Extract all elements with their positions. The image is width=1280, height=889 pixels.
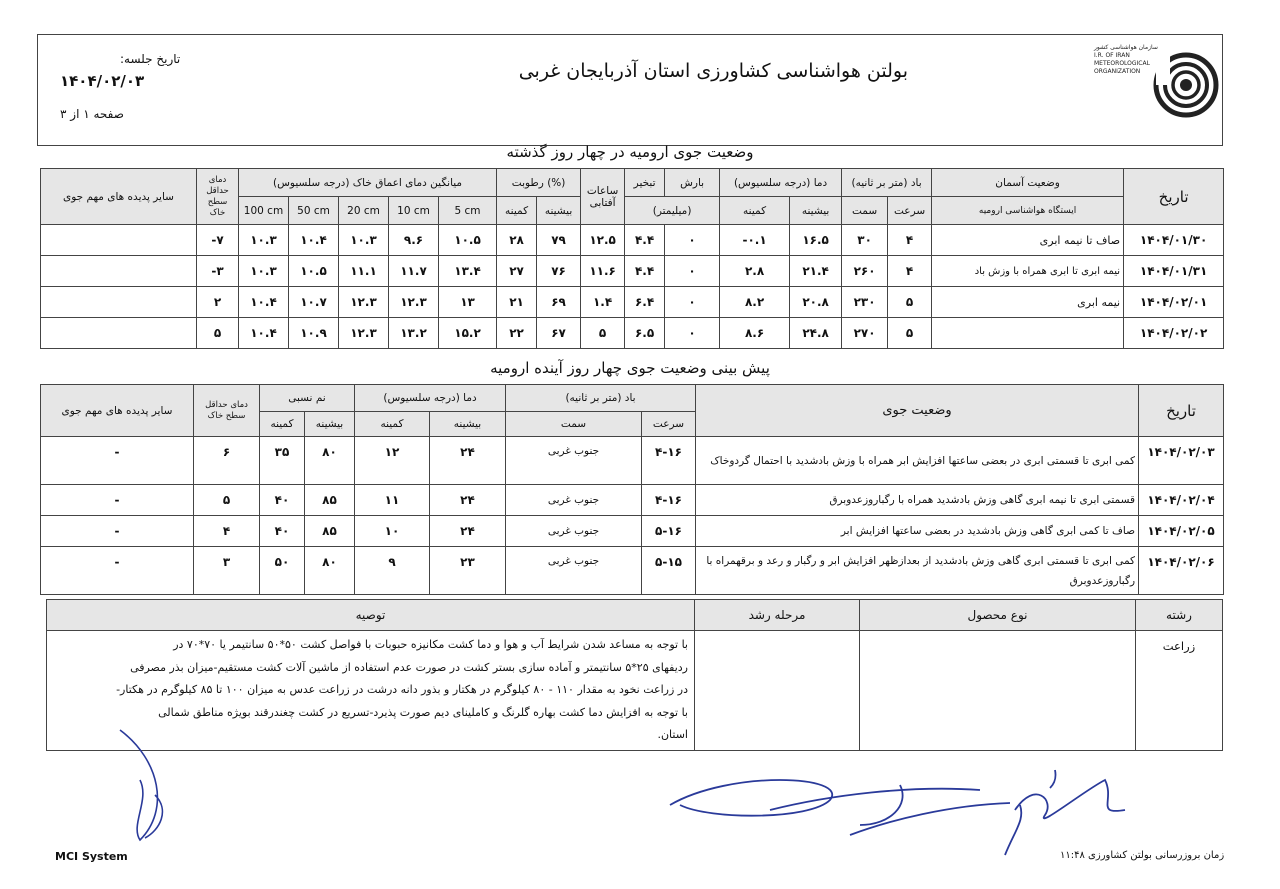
org-name-fa: سازمان هواشناسی کشور — [1094, 44, 1158, 51]
table-row — [41, 485, 1224, 516]
advice-line: با توجه به مساعد شدن شرایط آب و هوا و دما کشت مکانیزه حبوبات با فواصل کشت ۵۰*۵۰ سانتیمر یا ۷۰*۷۰ در — [173, 638, 688, 651]
past-sky — [932, 318, 1124, 349]
forecast-header-temp: دما (درجه سلسیوس) — [355, 385, 506, 412]
past-hmax: ۶۹ — [537, 287, 581, 318]
past-d50: ۱۰.۹ — [289, 318, 339, 349]
forecast-weather: قسمتی ابری تا نیمه ابری گاهی وزش بادشدید همراه با رگباروزعدوبرق — [696, 485, 1139, 516]
past-d10: ۹.۶ — [389, 225, 439, 256]
advice-line: استان. — [657, 728, 688, 741]
past-header-hum-min: کمینه — [497, 197, 537, 225]
forecast-section-title: پیش بینی وضعیت جوی چهار روز آینده ارومیه — [490, 359, 770, 377]
forecast-date: ۱۴۰۴/۰۲/۰۴ — [1139, 485, 1224, 516]
advice-stage — [695, 631, 860, 751]
past-other — [41, 287, 197, 318]
advice-header-crop: نوع محصول — [860, 600, 1136, 631]
forecast-tmin: ۱۲ — [355, 437, 430, 485]
forecast-hmax: ۸۵ — [305, 485, 355, 516]
signature-middle — [650, 765, 1030, 855]
forecast-header-dir: سمت — [506, 412, 642, 437]
forecast-date: ۱۴۰۴/۰۲/۰۳ — [1139, 437, 1224, 485]
advice-table — [46, 599, 1223, 751]
forecast-date: ۱۴۰۴/۰۲/۰۵ — [1139, 516, 1224, 547]
forecast-tmin: ۹ — [355, 547, 430, 595]
past-header-evap: تبخیر — [625, 169, 665, 197]
past-d10: ۱۲.۳ — [389, 287, 439, 318]
forecast-other: - — [41, 437, 194, 485]
past-date: ۱۴۰۴/۰۲/۰۱ — [1124, 287, 1224, 318]
past-header-tmax: بیشینه — [790, 197, 842, 225]
past-tmin: ۸.۲ — [720, 287, 790, 318]
advice-line: ردیفهای ۲۵*۵ سانتیمتر و آماده سازی بستر کشت در صورت عدم استفاده از ماشین آلات کشت مستقیم-میزان بذر مصرفی — [130, 660, 688, 674]
past-hmax: ۷۶ — [537, 256, 581, 287]
past-d20: ۱۱.۱ — [339, 256, 389, 287]
past-evap: ۴.۴ — [625, 225, 665, 256]
forecast-header-weather: وضعیت جوی — [696, 385, 1139, 437]
past-d100: ۱۰.۴ — [239, 318, 289, 349]
forecast-min-soil: ۶ — [194, 437, 260, 485]
forecast-hmax: ۸۰ — [305, 437, 355, 485]
forecast-speed: ۴-۱۶ — [642, 485, 696, 516]
logo-text — [1094, 44, 1164, 76]
past-d5: ۱۳.۴ — [439, 256, 497, 287]
forecast-hmax: ۸۵ — [305, 516, 355, 547]
forecast-header-min-soil: دمای حداقل سطح خاک — [194, 385, 260, 437]
advice-header-stage: مرحله رشد — [695, 600, 860, 631]
forecast-tmax: ۲۴ — [430, 485, 506, 516]
forecast-weather: کمی ابری تا قسمتی ابری گاهی وزش بادشدید از بعدازظهر افزایش ابر و رگبار و رعد و برقهمراه با رگباروزعدوبرق — [696, 547, 1139, 595]
forecast-dir: جنوب غربی — [506, 547, 642, 595]
forecast-tmin: ۱۰ — [355, 516, 430, 547]
forecast-speed: ۴-۱۶ — [642, 437, 696, 485]
past-header-sky: وضعیت آسمان — [932, 169, 1124, 197]
past-tmin: ۲.۸ — [720, 256, 790, 287]
past-d100: ۱۰.۴ — [239, 287, 289, 318]
past-header-rain: بارش — [665, 169, 720, 197]
past-tmax: ۲۴.۸ — [790, 318, 842, 349]
past-header-hum-max: بیشینه — [537, 197, 581, 225]
forecast-hmin: ۴۰ — [260, 485, 305, 516]
forecast-date: ۱۴۰۴/۰۲/۰۶ — [1139, 547, 1224, 595]
past-evap: ۶.۵ — [625, 318, 665, 349]
org-name-en-2: METEOROLOGICAL — [1094, 60, 1150, 67]
past-date: ۱۴۰۴/۰۲/۰۲ — [1124, 318, 1224, 349]
forecast-hmax: ۸۰ — [305, 547, 355, 595]
forecast-other: - — [41, 547, 194, 595]
past-sun: ۱۲.۵ — [581, 225, 625, 256]
past-hmax: ۶۷ — [537, 318, 581, 349]
past-d50: ۱۰.۴ — [289, 225, 339, 256]
forecast-dir: جنوب غربی — [506, 485, 642, 516]
forecast-header-other: سایر پدیده های مهم جوی — [41, 385, 194, 437]
forecast-weather: کمی ابری تا قسمتی ابری در بعضی ساعتها افزایش ابر همراه با وزش بادشدید با احتمال گردوخاک — [696, 437, 1139, 485]
forecast-hmin: ۳۵ — [260, 437, 305, 485]
past-d50: ۱۰.۵ — [289, 256, 339, 287]
forecast-header-humidity: نم نسبی — [260, 385, 355, 412]
past-evap: ۴.۴ — [625, 256, 665, 287]
past-header-d50: 50 cm — [289, 197, 339, 225]
advice-branch: زراعت — [1136, 631, 1223, 751]
advice-line: در زراعت نخود به مقدار ۱۱۰ - ۸۰ کیلوگرم در هکتار و بذور دانه درشت در زراعت عدس به میزان ۱۰۰ تا ۸۵ کیلوگرم در هکتار- — [116, 683, 688, 696]
past-header-d100: 100 cm — [239, 197, 289, 225]
past-rain: ۰ — [665, 287, 720, 318]
past-header-d20: 20 cm — [339, 197, 389, 225]
past-speed: ۵ — [888, 318, 932, 349]
past-section-title: وضعیت جوی ارومیه در چهار روز گذشته — [506, 143, 754, 161]
past-speed: ۴ — [888, 225, 932, 256]
past-d100: ۱۰.۳ — [239, 256, 289, 287]
past-dir: ۳۰ — [842, 225, 888, 256]
past-hmin: ۲۲ — [497, 318, 537, 349]
forecast-header-hum-min: کمینه — [260, 412, 305, 437]
past-tmin: ۸.۶ — [720, 318, 790, 349]
past-speed: ۴ — [888, 256, 932, 287]
past-header-min-soil: دمای حداقل سطح خاک — [197, 169, 239, 225]
forecast-header-tmin: کمینه — [355, 412, 430, 437]
past-hmin: ۲۸ — [497, 225, 537, 256]
org-name-en-3: ORGANIZATION — [1094, 68, 1141, 75]
forecast-header-date: تاریخ — [1139, 385, 1224, 437]
forecast-min-soil: ۵ — [194, 485, 260, 516]
table-row — [41, 256, 1224, 287]
footer-system: MCI System — [55, 850, 128, 863]
past-speed: ۵ — [888, 287, 932, 318]
past-d5: ۱۰.۵ — [439, 225, 497, 256]
past-weather-table — [40, 168, 1224, 349]
forecast-tmin: ۱۱ — [355, 485, 430, 516]
past-sky: صاف تا نیمه ابری — [932, 225, 1124, 256]
past-header-dir: سمت — [842, 197, 888, 225]
past-sky: نیمه ابری — [932, 287, 1124, 318]
table-row — [41, 516, 1224, 547]
forecast-other: - — [41, 516, 194, 547]
past-header-station: ایستگاه هواشناسی ارومیه — [932, 197, 1124, 225]
forecast-dir: جنوب غربی — [506, 516, 642, 547]
past-tmin: -۰.۱ — [720, 225, 790, 256]
signature-right — [995, 760, 1145, 860]
past-header-rain-unit: (میلیمتر) — [625, 197, 720, 225]
past-rain: ۰ — [665, 225, 720, 256]
signature-left — [100, 720, 220, 850]
header-box — [37, 34, 1223, 146]
forecast-speed: ۵-۱۵ — [642, 547, 696, 595]
past-d5: ۱۵.۲ — [439, 318, 497, 349]
forecast-min-soil: ۴ — [194, 516, 260, 547]
forecast-tmax: ۲۴ — [430, 437, 506, 485]
forecast-other: - — [41, 485, 194, 516]
past-other — [41, 256, 197, 287]
forecast-table — [40, 384, 1224, 595]
past-date: ۱۴۰۴/۰۱/۳۱ — [1124, 256, 1224, 287]
advice-crop — [860, 631, 1136, 751]
past-d10: ۱۳.۲ — [389, 318, 439, 349]
forecast-header-tmax: بیشینه — [430, 412, 506, 437]
past-header-d5: 5 cm — [439, 197, 497, 225]
past-header-wind: باد (متر بر ثانیه) — [842, 169, 932, 197]
past-tmax: ۲۰.۸ — [790, 287, 842, 318]
table-row — [41, 547, 1224, 595]
past-d10: ۱۱.۷ — [389, 256, 439, 287]
past-header-date: تاریخ — [1124, 169, 1224, 225]
page-indicator: صفحه ۱ از ۳ — [60, 107, 124, 121]
past-header-sun: ساعات آفتابی — [581, 169, 625, 225]
table-row — [41, 318, 1224, 349]
past-dir: ۲۳۰ — [842, 287, 888, 318]
forecast-weather: صاف تا کمی ابری گاهی وزش بادشدید در بعضی ساعتها افزایش ابر — [696, 516, 1139, 547]
past-header-d10: 10 cm — [389, 197, 439, 225]
org-name-en-1: I.R. OF IRAN — [1094, 52, 1130, 59]
past-dir: ۲۶۰ — [842, 256, 888, 287]
past-other — [41, 318, 197, 349]
table-row — [41, 287, 1224, 318]
past-tmax: ۱۶.۵ — [790, 225, 842, 256]
past-d20: ۱۲.۳ — [339, 318, 389, 349]
forecast-speed: ۵-۱۶ — [642, 516, 696, 547]
forecast-tmax: ۲۳ — [430, 547, 506, 595]
past-hmin: ۲۱ — [497, 287, 537, 318]
forecast-header-speed: سرعت — [642, 412, 696, 437]
past-sun: ۵ — [581, 318, 625, 349]
past-header-temp: دما (درجه سلسیوس) — [720, 169, 842, 197]
past-d20: ۱۰.۳ — [339, 225, 389, 256]
table-row — [41, 437, 1224, 485]
footer-update-time: زمان بروزرسانی بولتن کشاورزی ۱۱:۴۸ — [1060, 850, 1225, 861]
advice-line: با توجه به افزایش دما کشت بهاره گلرنگ و کاملینای دیم صورت پذیرد-تسریع در کشت چغندرقند بویژه مناطق شمالی — [158, 705, 688, 719]
past-sun: ۱.۴ — [581, 287, 625, 318]
past-date: ۱۴۰۴/۰۱/۳۰ — [1124, 225, 1224, 256]
past-rain: ۰ — [665, 318, 720, 349]
past-min-soil: ۵ — [197, 318, 239, 349]
past-d50: ۱۰.۷ — [289, 287, 339, 318]
past-sky: نیمه ابری تا ابری همراه با وزش باد — [932, 256, 1124, 287]
past-dir: ۲۷۰ — [842, 318, 888, 349]
past-hmax: ۷۹ — [537, 225, 581, 256]
past-min-soil: ۲ — [197, 287, 239, 318]
past-d100: ۱۰.۳ — [239, 225, 289, 256]
past-tmax: ۲۱.۴ — [790, 256, 842, 287]
past-min-soil: -۳ — [197, 256, 239, 287]
past-sun: ۱۱.۶ — [581, 256, 625, 287]
bulletin-title: بولتن هواشناسی کشاورزی استان آذربایجان غربی — [518, 60, 908, 82]
past-hmin: ۲۷ — [497, 256, 537, 287]
past-min-soil: -۷ — [197, 225, 239, 256]
forecast-header-hum-max: بیشینه — [305, 412, 355, 437]
advice-header-recommendation: توصیه — [47, 600, 695, 631]
table-row — [41, 225, 1224, 256]
advice-header-branch: رشته — [1136, 600, 1223, 631]
forecast-hmin: ۴۰ — [260, 516, 305, 547]
forecast-tmax: ۲۴ — [430, 516, 506, 547]
session-date-label: تاریخ جلسه: — [120, 52, 181, 66]
forecast-min-soil: ۳ — [194, 547, 260, 595]
past-other — [41, 225, 197, 256]
past-d20: ۱۲.۳ — [339, 287, 389, 318]
past-d5: ۱۳ — [439, 287, 497, 318]
forecast-dir: جنوب غربی — [506, 437, 642, 485]
past-header-soil: میانگین دمای اعماق خاک (درجه سلسیوس) — [239, 169, 497, 197]
past-header-tmin: کمینه — [720, 197, 790, 225]
past-header-humidity: رطوبت (%) — [497, 169, 581, 197]
forecast-hmin: ۵۰ — [260, 547, 305, 595]
past-rain: ۰ — [665, 256, 720, 287]
past-header-other: سایر پدیده های مهم جوی — [41, 169, 197, 225]
session-date: ۱۴۰۴/۰۲/۰۳ — [60, 72, 145, 90]
past-evap: ۶.۴ — [625, 287, 665, 318]
forecast-header-wind: باد (متر بر ثانیه) — [506, 385, 696, 412]
past-header-speed: سرعت — [888, 197, 932, 225]
